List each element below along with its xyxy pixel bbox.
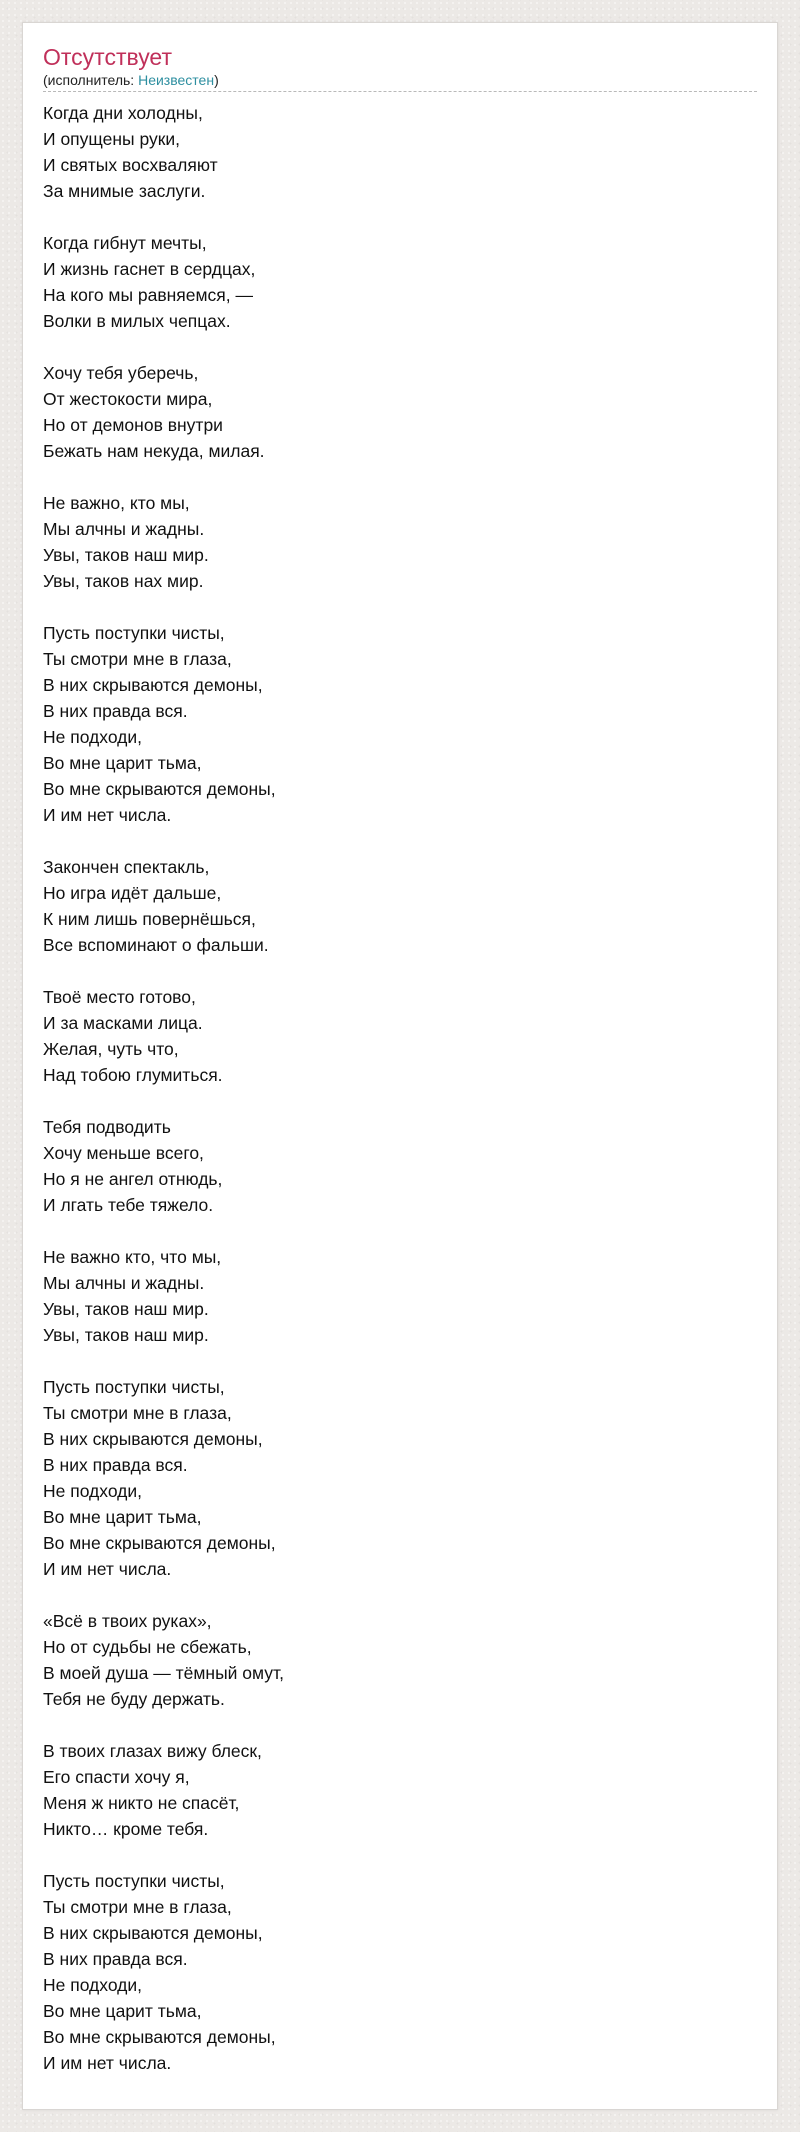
lyrics-stanza xyxy=(43,854,757,958)
lyrics-stanza xyxy=(43,1868,757,2076)
lyrics-line: Увы, таков наш мир. xyxy=(43,545,209,565)
lyrics-line: «Всё в твоих руках», xyxy=(43,1611,212,1631)
lyrics-line: Волки в милых чепцах. xyxy=(43,311,231,331)
lyrics-line: За мнимые заслуги. xyxy=(43,181,206,201)
lyrics-line: Ты смотри мне в глаза, xyxy=(43,1403,232,1423)
lyrics-line: Тебя подводить xyxy=(43,1117,171,1137)
artist-line xyxy=(43,71,757,92)
lyrics-line: Тебя не буду держать. xyxy=(43,1689,225,1709)
lyrics-line: Пусть поступки чисты, xyxy=(43,623,225,643)
lyrics-line: Не подходи, xyxy=(43,1975,143,1995)
lyrics-line: Во мне скрываются демоны, xyxy=(43,779,276,799)
lyrics-stanza xyxy=(43,490,757,594)
lyrics-line: От жестокости мира, xyxy=(43,389,213,409)
lyrics-stanza xyxy=(43,984,757,1088)
lyrics-stanza xyxy=(43,620,757,828)
lyrics-line: Не подходи, xyxy=(43,727,143,747)
lyrics-line: Закончен спектакль, xyxy=(43,857,210,877)
lyrics-line: Увы, таков наш мир. xyxy=(43,1299,209,1319)
lyrics-stanza xyxy=(43,360,757,464)
lyrics-line: Во мне царит тьма, xyxy=(43,2001,202,2021)
lyrics-line: Мы алчны и жадны. xyxy=(43,1273,205,1293)
song-title: Отсутствует xyxy=(43,44,172,70)
lyrics-body xyxy=(43,100,757,2076)
lyrics-line: Во мне царит тьма, xyxy=(43,753,202,773)
lyrics-line: Когда дни холодны, xyxy=(43,103,203,123)
lyrics-line: Желая, чуть что, xyxy=(43,1039,179,1059)
lyrics-line: Ты смотри мне в глаза, xyxy=(43,649,232,669)
lyrics-stanza xyxy=(43,1608,757,1712)
lyrics-line: И им нет числа. xyxy=(43,805,172,825)
lyrics-line: В них скрываются демоны, xyxy=(43,1923,263,1943)
lyrics-line: Над тобою глумиться. xyxy=(43,1065,223,1085)
lyrics-line: В моей душа — тёмный омут, xyxy=(43,1663,284,1683)
lyrics-line: Все вспоминают о фальши. xyxy=(43,935,269,955)
lyrics-line: Не важно кто, что мы, xyxy=(43,1247,222,1267)
lyrics-line: Пусть поступки чисты, xyxy=(43,1871,225,1891)
lyrics-line: Меня ж никто не спасёт, xyxy=(43,1793,240,1813)
lyrics-line: В них скрываются демоны, xyxy=(43,675,263,695)
lyrics-line: Во мне царит тьма, xyxy=(43,1507,202,1527)
lyrics-line: Не подходи, xyxy=(43,1481,143,1501)
lyrics-line: В них правда вся. xyxy=(43,1455,188,1475)
lyrics-line: И жизнь гаснет в сердцах, xyxy=(43,259,256,279)
lyrics-line: И им нет числа. xyxy=(43,2053,172,2073)
lyrics-line: Но я не ангел отнюдь, xyxy=(43,1169,223,1189)
lyrics-line: В твоих глазах вижу блеск, xyxy=(43,1741,262,1761)
lyrics-line: Пусть поступки чисты, xyxy=(43,1377,225,1397)
lyrics-stanza xyxy=(43,230,757,334)
lyrics-stanza xyxy=(43,1114,757,1218)
lyrics-line: Бежать нам некуда, милая. xyxy=(43,441,265,461)
lyrics-line: Ты смотри мне в глаза, xyxy=(43,1897,232,1917)
lyrics-line: Не важно, кто мы, xyxy=(43,493,190,513)
lyrics-line: Твоё место готово, xyxy=(43,987,196,1007)
lyrics-line: Хочу меньше всего, xyxy=(43,1143,204,1163)
lyrics-line: В них правда вся. xyxy=(43,1949,188,1969)
artist-link[interactable]: Неизвестен xyxy=(138,72,215,88)
lyrics-line: Увы, таков нах мир. xyxy=(43,571,204,591)
artist-suffix: ) xyxy=(214,72,219,88)
lyrics-stanza xyxy=(43,1738,757,1842)
lyrics-line: Но игра идёт дальше, xyxy=(43,883,222,903)
lyrics-line: Во мне скрываются демоны, xyxy=(43,1533,276,1553)
lyrics-line: Во мне скрываются демоны, xyxy=(43,2027,276,2047)
lyrics-stanza xyxy=(43,100,757,204)
lyrics-stanza xyxy=(43,1374,757,1582)
lyrics-line: Увы, таков наш мир. xyxy=(43,1325,209,1345)
lyrics-line: И опущены руки, xyxy=(43,129,181,149)
lyrics-card xyxy=(22,22,778,2110)
lyrics-line: И за масками лица. xyxy=(43,1013,203,1033)
lyrics-stanza xyxy=(43,1244,757,1348)
lyrics-line: И им нет числа. xyxy=(43,1559,172,1579)
lyrics-line: И святых восхваляют xyxy=(43,155,218,175)
lyrics-line: В них правда вся. xyxy=(43,701,188,721)
artist-prefix: (исполнитель: xyxy=(43,72,139,88)
lyrics-line: В них скрываются демоны, xyxy=(43,1429,263,1449)
lyrics-line: Хочу тебя уберечь, xyxy=(43,363,199,383)
lyrics-line: Но от демонов внутри xyxy=(43,415,223,435)
lyrics-line: И лгать тебе тяжело. xyxy=(43,1195,214,1215)
lyrics-line: Мы алчны и жадны. xyxy=(43,519,205,539)
lyrics-line: К ним лишь повернёшься, xyxy=(43,909,256,929)
lyrics-line: Но от судьбы не сбежать, xyxy=(43,1637,252,1657)
lyrics-line: На кого мы равняемся, — xyxy=(43,285,253,305)
lyrics-line: Его спасти хочу я, xyxy=(43,1767,190,1787)
lyrics-line: Никто… кроме тебя. xyxy=(43,1819,209,1839)
lyrics-line: Когда гибнут мечты, xyxy=(43,233,207,253)
